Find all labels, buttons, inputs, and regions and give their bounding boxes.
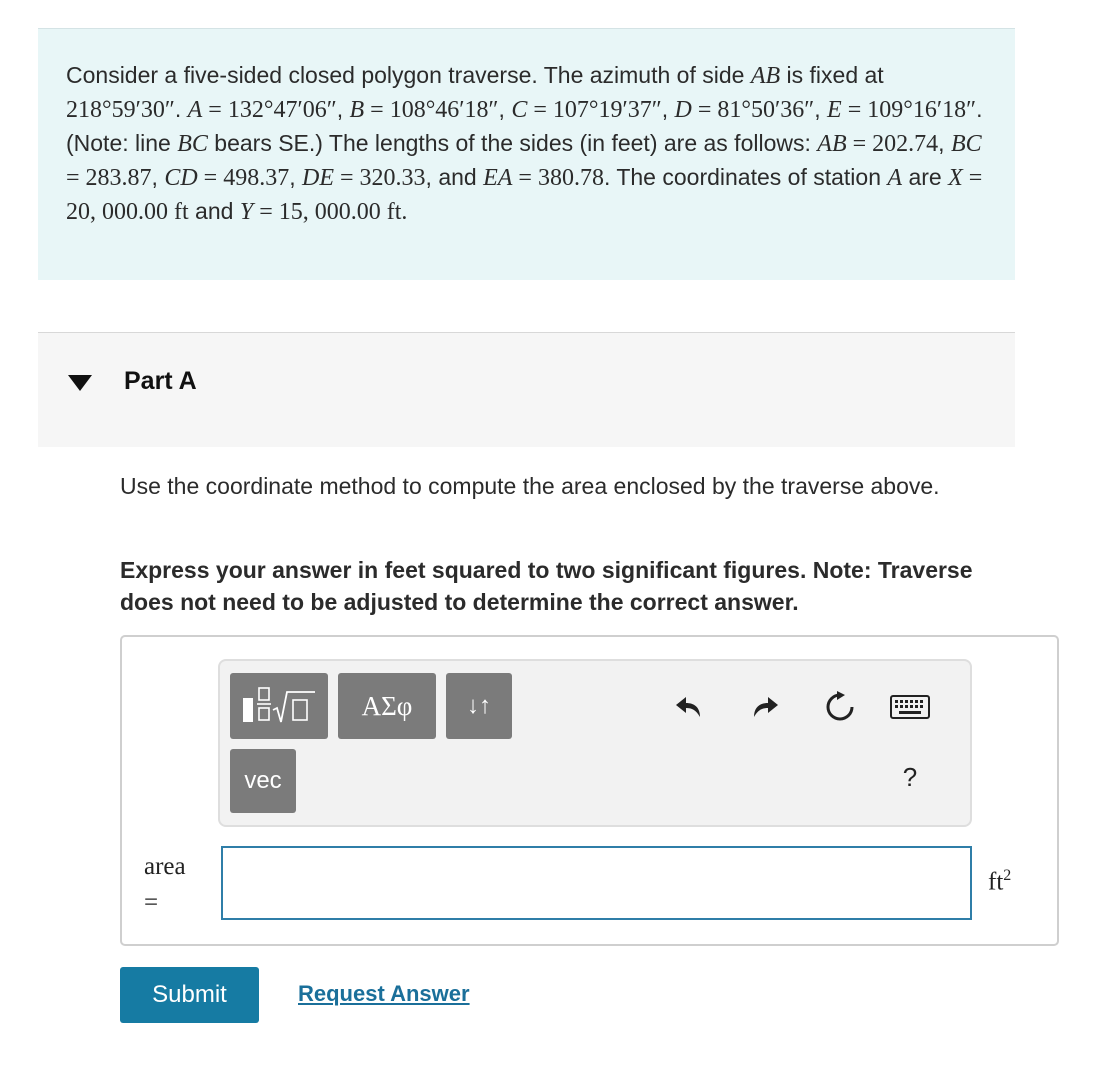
fraction-sqrt-icon: [239, 684, 319, 728]
variable-label: area: [144, 853, 186, 880]
undo-icon[interactable]: [670, 687, 710, 727]
vector-button[interactable]: vec: [230, 749, 296, 813]
help-button[interactable]: ?: [902, 761, 918, 792]
greek-symbols-button[interactable]: ΑΣφ: [338, 673, 436, 739]
part-a-header[interactable]: [38, 332, 1015, 447]
keyboard-icon[interactable]: [890, 687, 930, 727]
redo-icon[interactable]: [744, 687, 784, 727]
reset-icon[interactable]: [820, 687, 860, 727]
templates-button[interactable]: [230, 673, 328, 739]
arrows-button[interactable]: ↓↑: [446, 673, 512, 739]
math-toolbar: [218, 659, 972, 827]
answer-panel: [120, 635, 1059, 946]
submit-button[interactable]: Submit: [120, 967, 259, 1023]
instruction-text: Use the coordinate method to compute the area enclosed by the traverse above.: [120, 473, 940, 499]
answer-format-note: Express your answer in feet squared to two significant figures. Note: Traverse does not need to be adjusted to determine the correct answer.: [120, 557, 973, 615]
collapse-triangle-icon[interactable]: [68, 375, 92, 391]
equals-sign: =: [144, 889, 159, 916]
request-answer-link[interactable]: Request Answer: [298, 981, 470, 1006]
problem-statement: [38, 28, 1015, 280]
part-title: Part A: [124, 367, 197, 395]
unit-label: $ft^2$: [988, 867, 1012, 896]
answer-input[interactable]: [221, 846, 972, 920]
problem-text: Consider a five-sided closed polygon traverse. The azimuth of side AB is fixed at 218°59′30″. A = 132°47′06″, B = 108°46′18″, C = 107°19′37″, D = 81°50′36″, E = 109°16′18″. (Note: line BC bears SE.) The lengths of the sides (in feet) are as follows: AB = 202.74, BC = 283.87, CD = 498.37, DE = 320.33, and EA = 380.78. The coordinates of station A are X = 20, 000.00 ft and Y = 15, 000.00 ft.: [66, 62, 983, 225]
